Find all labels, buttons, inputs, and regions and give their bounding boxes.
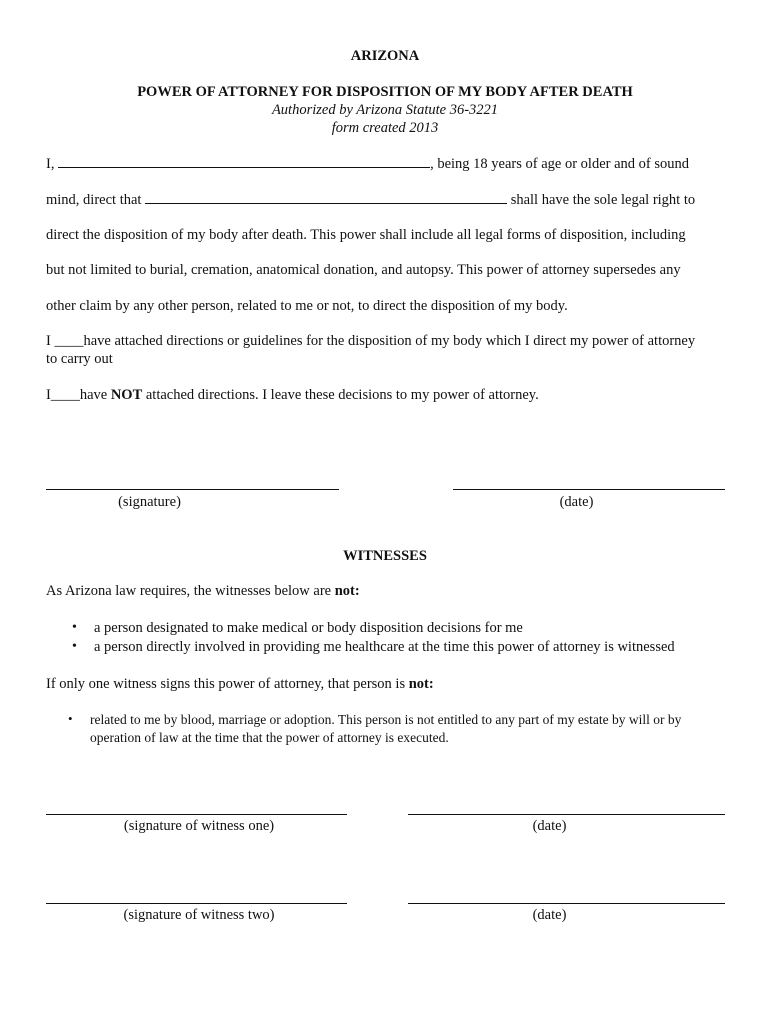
declaration-suffix: , being 18 years of age or older and of sound — [430, 156, 690, 172]
option-not-suffix: attached directions. I leave these decisions to my power of attorney. — [142, 387, 539, 403]
witness-one-signature-line[interactable] — [46, 814, 347, 815]
bullet-icon: • — [72, 639, 77, 654]
intro-text: As Arizona law requires, the witnesses below are — [46, 583, 335, 599]
declarant-name-field[interactable] — [58, 155, 430, 168]
intro-emphasis: not: — [334, 583, 360, 599]
witness-two-label: (signature of witness two) — [123, 907, 275, 923]
declaration-line-5: other claim by any other person, related to me or not, to direct the disposition of my body. — [46, 298, 568, 314]
witness-requirement-1: a person designated to make medical or body disposition decisions for me — [94, 620, 523, 636]
option-not-prefix: I____have — [46, 387, 111, 403]
bullet-icon: • — [72, 620, 77, 635]
witness-one-label: (signature of witness one) — [123, 818, 275, 834]
single-intro-emphasis: not: — [408, 676, 434, 692]
option-attached-line-1[interactable]: I ____have attached directions or guidelines for the disposition of my body which I direct my power of attorney — [46, 333, 696, 349]
option-attached-line-2: to carry out — [46, 351, 113, 367]
single-witness-intro — [46, 676, 434, 693]
agent-suffix: shall have the sole legal right to — [510, 192, 696, 208]
signature-label: (signature) — [118, 494, 181, 510]
witness-one-date-line[interactable] — [408, 814, 725, 815]
created-subtitle: form created 2013 — [331, 120, 439, 136]
statute-subtitle: Authorized by Arizona Statute 36-3221 — [271, 102, 499, 118]
witness-requirement-2: a person directly involved in providing me healthcare at the time this power of attorney is witnessed — [94, 639, 675, 655]
agent-name-field[interactable] — [145, 191, 507, 204]
signature-line[interactable] — [46, 489, 339, 490]
witness-one-date-label: (date) — [532, 818, 567, 834]
witnesses-heading: WITNESSES — [343, 548, 427, 564]
declaration-prefix: I, — [46, 156, 55, 172]
agent-prefix: mind, direct that — [46, 192, 142, 208]
declaration-line-4: but not limited to burial, cremation, anatomical donation, and autopsy. This power of attorney supersedes any — [46, 262, 681, 278]
option-not-attached[interactable] — [46, 387, 539, 404]
option-not-emphasis: NOT — [110, 387, 143, 403]
witness-two-date-line[interactable] — [408, 903, 725, 904]
single-intro-text: If only one witness signs this power of attorney, that person is — [46, 676, 409, 692]
single-witness-requirement-line-1: related to me by blood, marriage or adoption. This person is not entitled to any part of my estate by will or by — [90, 712, 682, 727]
single-witness-requirement-line-2: operation of law at the time that the power of attorney is executed. — [90, 730, 449, 745]
witness-requirements-intro — [46, 583, 360, 600]
declaration-line-2 — [46, 191, 695, 209]
witness-two-signature-line[interactable] — [46, 903, 347, 904]
signature-date-line[interactable] — [453, 489, 725, 490]
signature-date-label: (date) — [559, 494, 594, 510]
witness-two-date-label: (date) — [532, 907, 567, 923]
declaration-line-1 — [46, 155, 689, 173]
form-title: POWER OF ATTORNEY FOR DISPOSITION OF MY BODY AFTER DEATH — [137, 84, 633, 100]
declaration-line-3: direct the disposition of my body after death. This power shall include all legal forms of disposition, including — [46, 227, 686, 243]
bullet-icon: • — [68, 711, 73, 726]
state-heading: ARIZONA — [350, 48, 420, 64]
